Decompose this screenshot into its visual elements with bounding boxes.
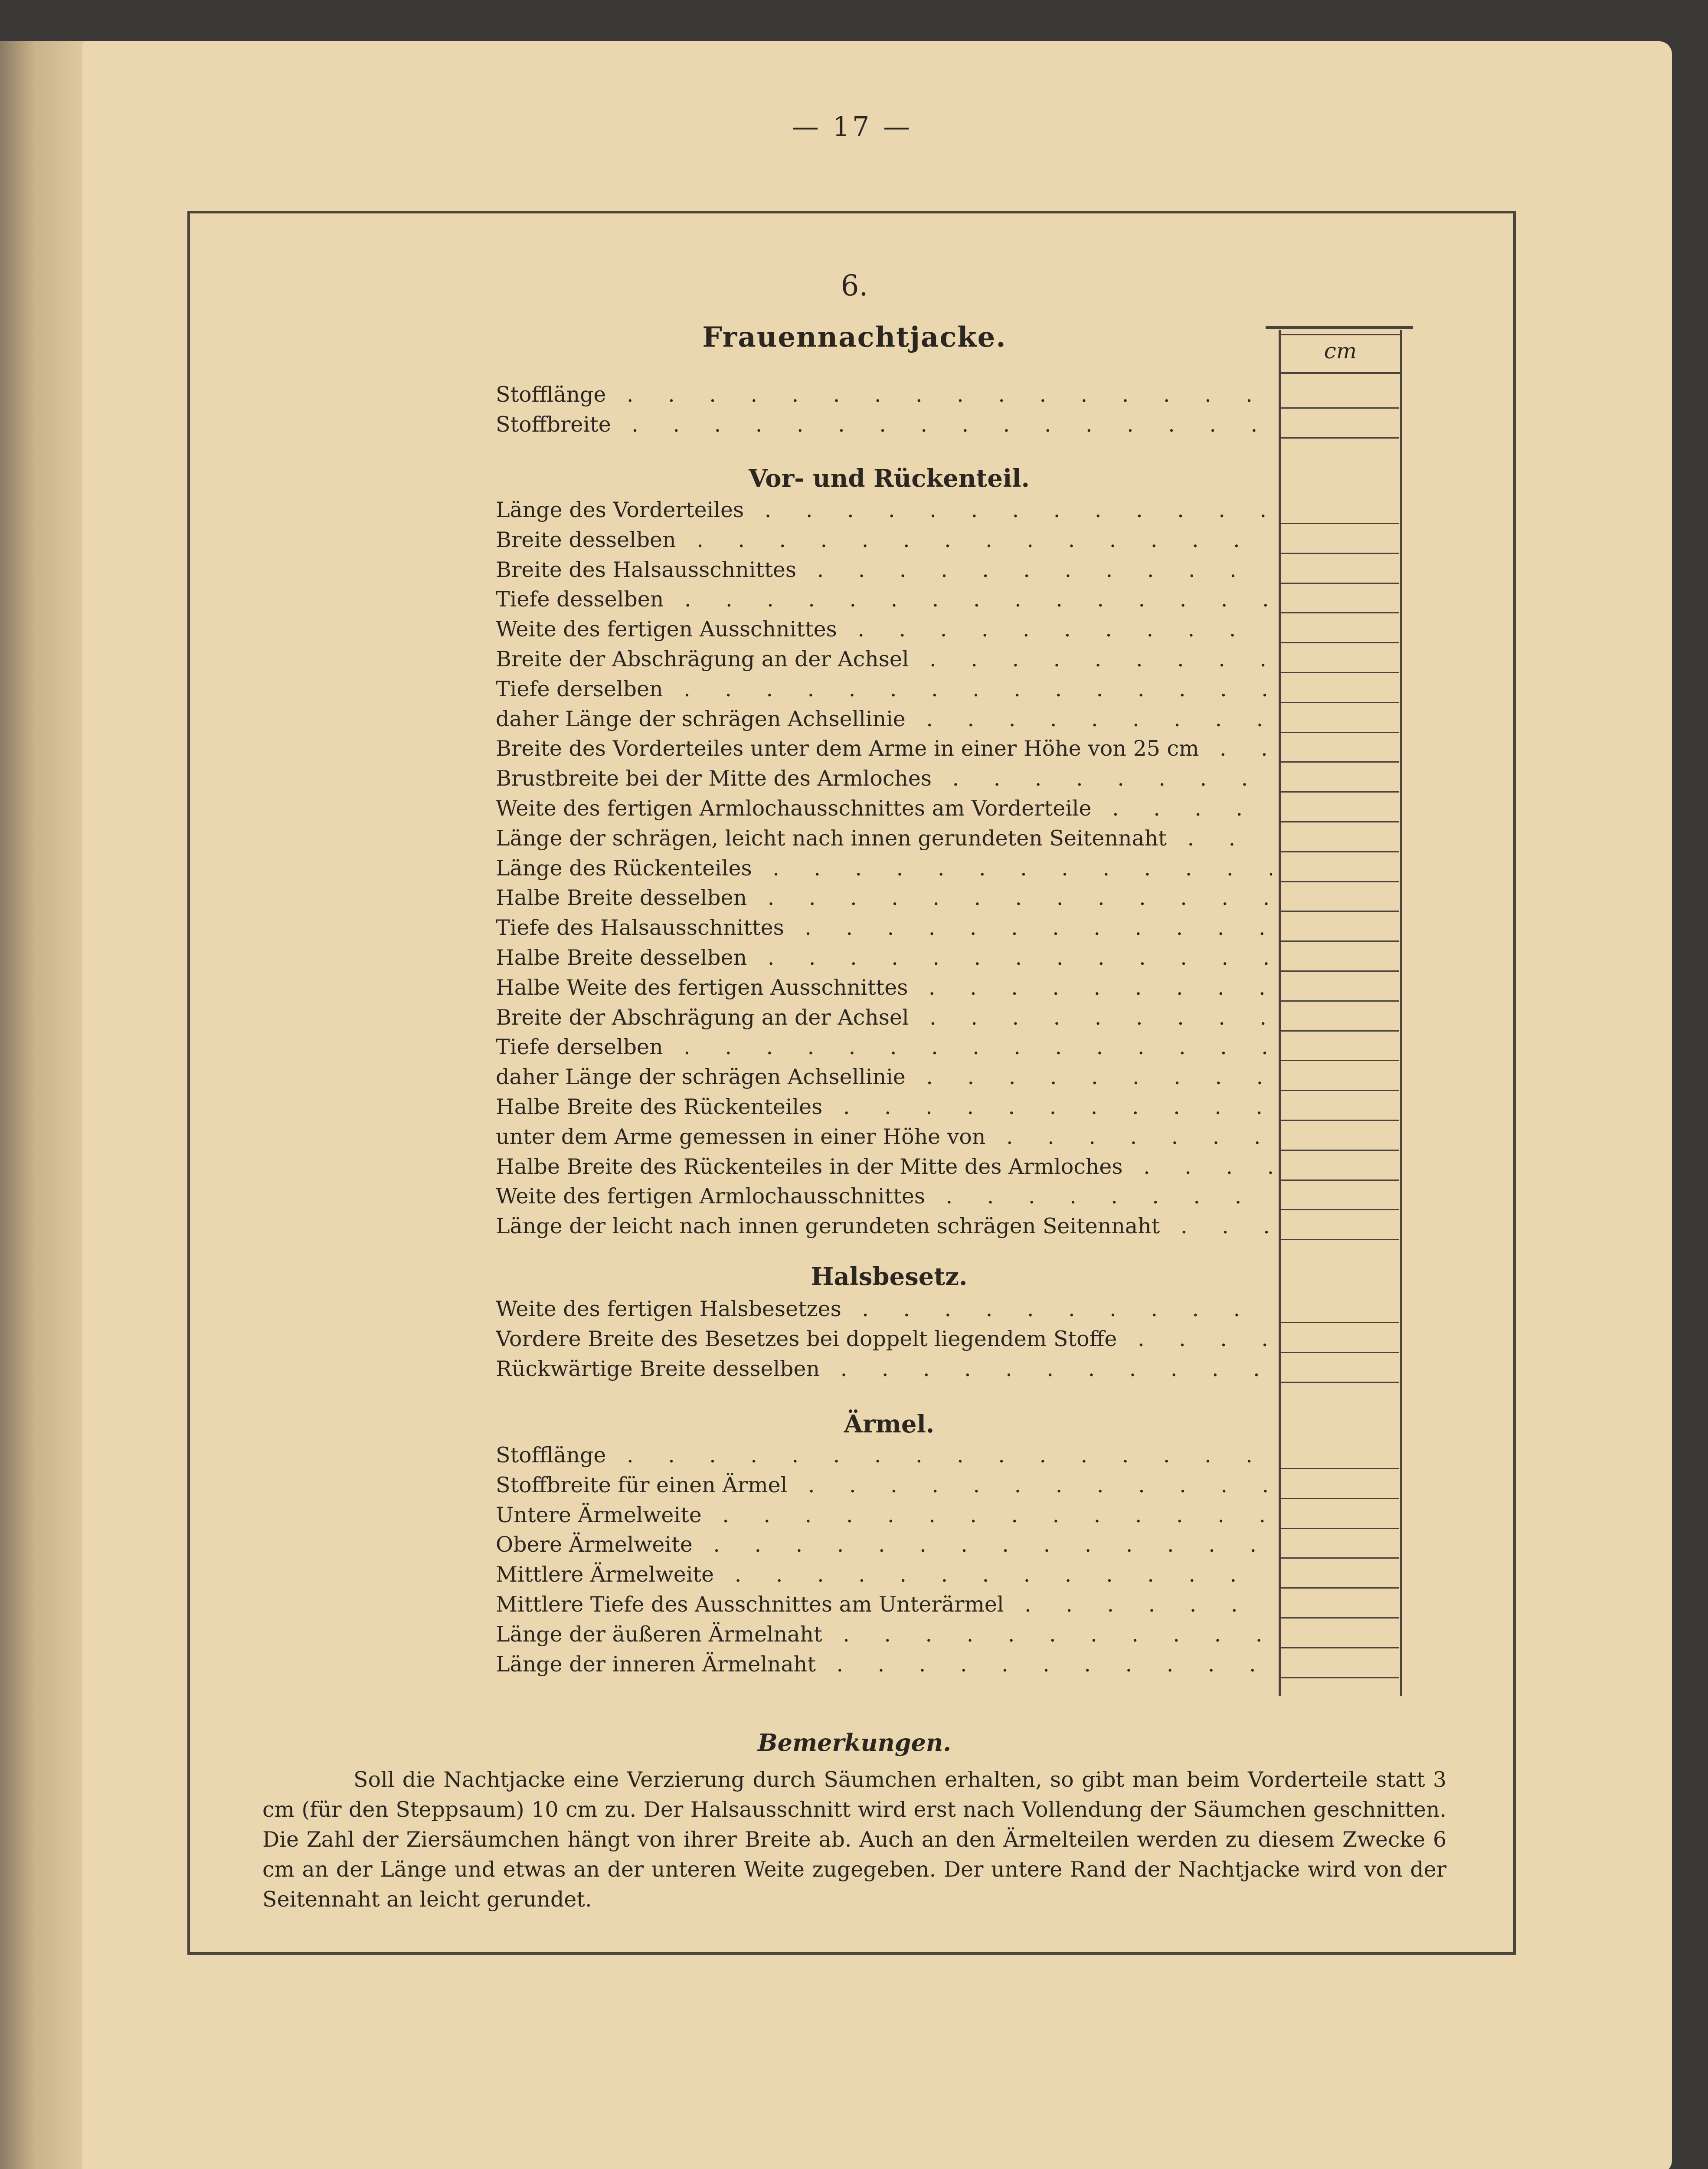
measurement-blank-field — [1281, 821, 1399, 822]
measurement-blank-field — [1281, 1030, 1399, 1032]
measurement-label: Breite der Abschrägung an der Achsel . . . — [496, 1003, 1272, 1032]
measurement-row — [496, 496, 1401, 524]
measurement-label: Halbe Breite desselben . . . — [496, 884, 1272, 912]
measurement-blank-field — [1281, 1180, 1399, 1181]
measurement-blank-field — [1281, 1352, 1399, 1353]
measurement-blank-field — [1281, 1617, 1399, 1619]
measurement-label: Stofflänge . . . — [496, 1441, 1272, 1470]
measurement-label: Stoffbreite für einen Ärmel . . . — [496, 1471, 1272, 1500]
measurement-blank-field — [1281, 1587, 1399, 1589]
measurement-label: Länge der äußeren Ärmelnaht . . . — [496, 1620, 1272, 1649]
measurement-row — [496, 675, 1401, 704]
measurement-row — [496, 1501, 1401, 1530]
remarks-heading: Bemerkungen. — [757, 1729, 952, 1756]
measurement-row — [496, 884, 1401, 912]
measurement-row — [496, 526, 1401, 554]
measurement-label: unter dem Arme gemessen in einer Höhe von . . . — [496, 1123, 1272, 1151]
measurement-row — [496, 645, 1401, 674]
measurement-blank-field — [1281, 1239, 1399, 1240]
measurement-row — [496, 585, 1401, 614]
measurement-row — [496, 734, 1401, 763]
measurement-blank-field — [1281, 791, 1399, 793]
measurement-blank-field — [1281, 1557, 1399, 1559]
measurement-row — [496, 410, 1401, 439]
measurement-label: Breite desselben . . . — [496, 526, 1272, 554]
measurement-label: Tiefe des Halsausschnittes . . . — [496, 914, 1272, 942]
measurement-row — [496, 1530, 1401, 1559]
measurement-label: Halbe Breite des Rückenteiles . . . — [496, 1093, 1272, 1121]
measurement-blank-field — [1281, 1150, 1399, 1151]
measurement-row — [496, 973, 1401, 1002]
measurement-blank-field — [1281, 612, 1399, 613]
measurement-blank-field — [1281, 672, 1399, 673]
page-number: — 17 — — [792, 111, 913, 142]
measurement-blank-field — [1281, 1120, 1399, 1121]
measurement-row — [496, 1123, 1401, 1151]
measurement-blank-field — [1281, 851, 1399, 852]
measurement-label: Länge der leicht nach innen gerundeten schrägen Seitennaht . . . — [496, 1212, 1272, 1241]
measurement-blank-field — [1281, 583, 1399, 584]
measurement-label: Halbe Breite desselben . . . — [496, 944, 1272, 972]
measurement-row — [496, 1560, 1401, 1589]
measurement-row — [496, 1295, 1401, 1324]
measurement-blank-field — [1281, 761, 1399, 763]
measurement-label: Breite der Abschrägung an der Achsel . . . — [496, 645, 1272, 674]
measurement-blank-field — [1281, 437, 1399, 439]
measurement-blank-field — [1281, 732, 1399, 733]
measurement-label: Stofflänge . . . — [496, 380, 1272, 409]
measurement-row — [496, 615, 1401, 644]
measurement-label: Mittlere Tiefe des Ausschnittes am Unterärmel . . . — [496, 1590, 1272, 1619]
measurement-blank-field — [1281, 523, 1399, 524]
measurement-label: Mittlere Ärmelweite . . . — [496, 1560, 1272, 1589]
measurement-blank-field — [1281, 940, 1399, 942]
measurement-row — [496, 764, 1401, 793]
measurement-blank-field — [1281, 1677, 1399, 1678]
measurement-row — [496, 1003, 1401, 1032]
measurement-blank-field — [1281, 1647, 1399, 1648]
measurement-row — [496, 1182, 1401, 1211]
measurement-row — [496, 944, 1401, 972]
measurement-label: Brustbreite bei der Mitte des Armloches . . . — [496, 764, 1272, 793]
measurement-label: Tiefe derselben . . . — [496, 1033, 1272, 1062]
measurement-label: daher Länge der schrägen Achsellinie . . . — [496, 1063, 1272, 1091]
measurement-label: Weite des fertigen Armlochausschnittes am Vorderteile . . . — [496, 794, 1272, 823]
measurement-label: Obere Ärmelweite . . . — [496, 1530, 1272, 1559]
measurement-row — [496, 1441, 1401, 1470]
measurement-row — [496, 1063, 1401, 1091]
measurement-row — [496, 1033, 1401, 1062]
measurement-row — [496, 705, 1401, 734]
measurement-blank-field — [1281, 1528, 1399, 1529]
measurement-label: Länge des Rückenteiles . . . — [496, 854, 1272, 883]
measurement-blank-field — [1281, 881, 1399, 882]
measurement-label: Halbe Breite des Rückenteiles in der Mitte des Armloches . . . — [496, 1153, 1272, 1181]
measurement-blank-field — [1281, 970, 1399, 972]
measurement-blank-field — [1281, 642, 1399, 643]
measurement-row — [496, 1325, 1401, 1353]
measurement-blank-field — [1281, 1000, 1399, 1002]
measurement-label: Stoffbreite . . . — [496, 410, 1272, 439]
measurement-blank-field — [1281, 1322, 1399, 1323]
measurement-blank-field — [1281, 1468, 1399, 1469]
measurement-blank-field — [1281, 702, 1399, 703]
unit-column-top-rule-thin — [1279, 334, 1402, 335]
measurement-label: Vordere Breite des Besetzes bei doppelt liegendem Stoffe . . . — [496, 1325, 1272, 1353]
section-number: 6. — [841, 269, 868, 302]
measurement-label: Breite des Vorderteiles unter dem Arme in einer Höhe von 25 cm . . . — [496, 734, 1272, 763]
measurement-label: Weite des fertigen Ausschnittes . . . — [496, 615, 1272, 644]
measurement-blank-field — [1281, 1060, 1399, 1061]
book-spine — [0, 41, 87, 2169]
measurement-row — [496, 1590, 1401, 1619]
measurement-label: Weite des fertigen Armlochausschnittes . . . — [496, 1182, 1272, 1211]
measurement-blank-field — [1281, 1090, 1399, 1091]
measurement-row — [496, 824, 1401, 853]
unit-header-rule — [1281, 372, 1400, 374]
measurement-blank-field — [1281, 553, 1399, 554]
measurement-row — [496, 1650, 1401, 1679]
measurement-label: Weite des fertigen Halsbesetzes . . . — [496, 1295, 1272, 1324]
measurement-row — [496, 1620, 1401, 1649]
measurement-row — [496, 556, 1401, 584]
measurement-row — [496, 854, 1401, 883]
measurement-label: daher Länge der schrägen Achsellinie . . . — [496, 705, 1272, 734]
measurement-blank-field — [1281, 1498, 1399, 1499]
measurement-row — [496, 1153, 1401, 1181]
measurement-label: Halbe Weite des fertigen Ausschnittes . . . — [496, 973, 1272, 1002]
section-heading: Halsbesetz. — [811, 1262, 968, 1291]
measurement-row — [496, 794, 1401, 823]
unit-column-header: cm — [1324, 338, 1357, 364]
measurement-row — [496, 914, 1401, 942]
measurement-label: Rückwärtige Breite desselben . . . — [496, 1355, 1272, 1383]
measurement-row — [496, 1212, 1401, 1241]
measurement-label: Länge des Vorderteiles . . . — [496, 496, 1272, 524]
measurement-label: Tiefe derselben . . . — [496, 675, 1272, 704]
measurement-blank-field — [1281, 911, 1399, 912]
measurement-row — [496, 380, 1401, 409]
measurement-row — [496, 1355, 1401, 1383]
measurement-blank-field — [1281, 1382, 1399, 1383]
measurement-row — [496, 1093, 1401, 1121]
unit-column-top-rule — [1266, 326, 1413, 329]
measurement-label: Tiefe desselben . . . — [496, 585, 1272, 614]
measurement-row — [496, 1471, 1401, 1500]
measurement-blank-field — [1281, 407, 1399, 409]
page-title: Frauennachtjacke. — [702, 321, 1007, 354]
section-heading: Vor- und Rückenteil. — [748, 464, 1030, 493]
measurement-label: Untere Ärmelweite . . . — [496, 1501, 1272, 1530]
measurement-label: Länge der inneren Ärmelnaht . . . — [496, 1650, 1272, 1679]
measurement-label: Breite des Halsausschnittes . . . — [496, 556, 1272, 584]
section-heading: Ärmel. — [844, 1410, 935, 1438]
measurement-blank-field — [1281, 1209, 1399, 1210]
measurement-label: Länge der schrägen, leicht nach innen gerundeten Seitennaht . . . — [496, 824, 1272, 853]
remarks-text: Soll die Nachtjacke eine Verzierung durch Säumchen erhalten, so gibt man beim Vorderteile statt 3 cm (für den Steppsaum) 10 cm zu. Der Halsausschnitt wird erst nach Vollendung der Säumchen geschnitten. Die Zahl der Ziersäumchen hängt von ihrer Breite ab. Auch an den Ärmelteilen werden zu diesem Zwecke 6 cm an der Länge und etwas an der unteren Weite zugegeben. Der untere Rand der Nachtjacke wird von der Seitennaht an leicht gerundet. — [262, 1767, 1446, 1912]
